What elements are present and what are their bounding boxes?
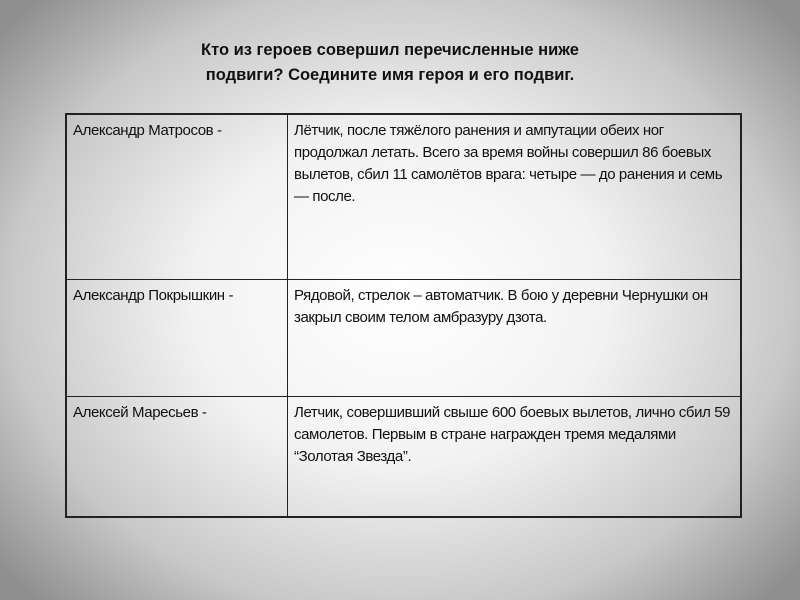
- hero-name: Александр Матросов -: [66, 114, 288, 279]
- table-row: [66, 396, 741, 517]
- hero-name: Алексей Маресьев -: [66, 396, 288, 517]
- feat-description: Летчик, совершивший свыше 600 боевых вылетов, лично сбил 59 самолетов. Первым в стране награжден тремя медалями “Золотая Звезда”.: [288, 396, 742, 517]
- table-row: [66, 279, 741, 396]
- title-line-2: подвиги? Соедините имя героя и его подвиг.: [205, 66, 575, 84]
- hero-name: Александр Покрышкин -: [66, 279, 288, 396]
- feat-description: Лётчик, после тяжёлого ранения и ампутации обеих ног продолжал летать. Всего за время войны совершил 86 боевых вылетов, сбил 11 самолётов врага: четыре — до ранения и семь — после.: [288, 114, 742, 279]
- title-line-1: Кто из героев совершил перечисленные ниже: [201, 41, 579, 59]
- matching-table: [65, 113, 742, 518]
- feat-description: Рядовой, стрелок – автоматчик. В бою у деревни Чернушки он закрыл своим телом амбразуру дзота.: [288, 279, 742, 396]
- question-title: [140, 38, 640, 88]
- table-row: [66, 114, 741, 279]
